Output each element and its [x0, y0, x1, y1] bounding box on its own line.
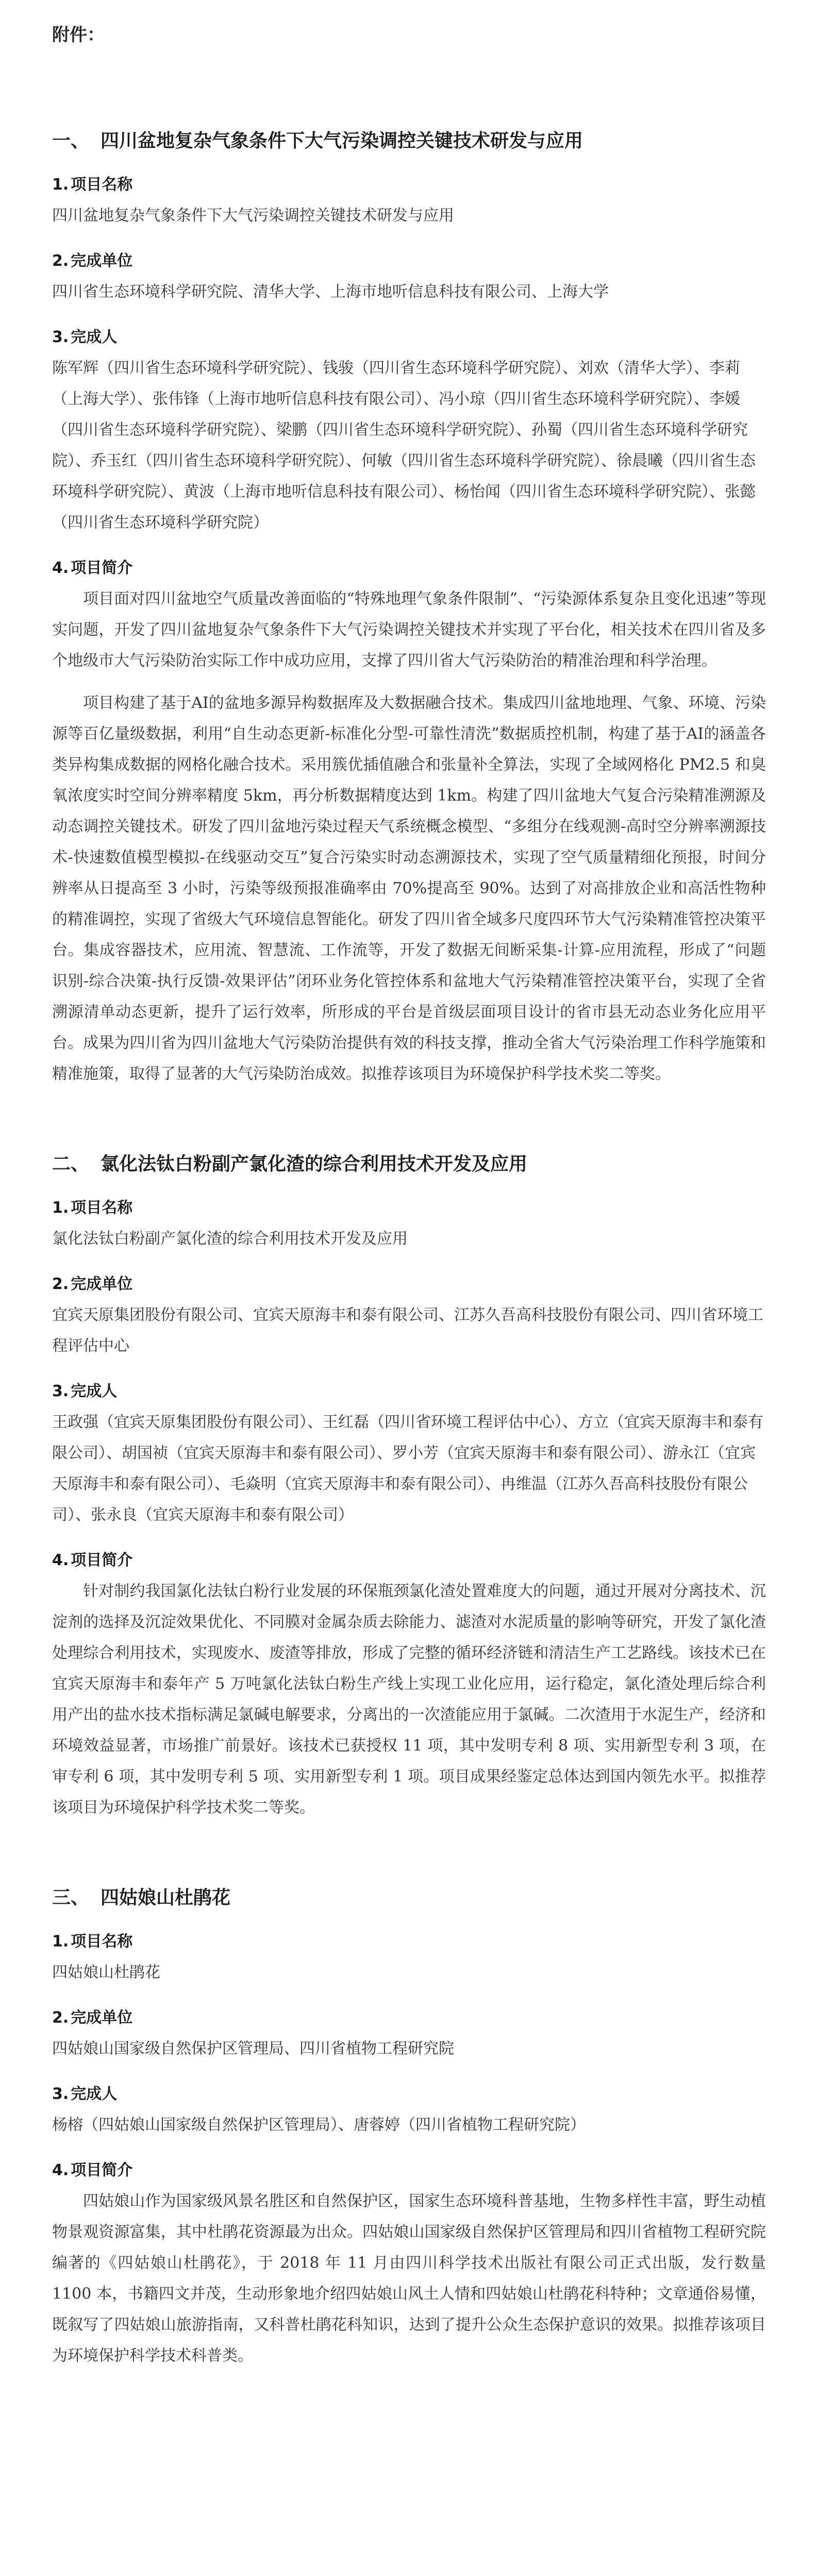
- field-value: 王政强（宜宾天原集团股份有限公司）、王红磊（四川省环境工程评估中心）、方立（宜宾天原海丰和泰有限公司）、胡国祯（宜宾天原海丰和泰有限公司）、罗小芳（宜宾天原海丰和泰有限公司）、游永江（宜宾天原海丰和泰有限公司）、毛焱明（宜宾天原海丰和泰有限公司）、冉维温（江苏久吾高科技股份有限公司）、张永良（宜宾天原海丰和泰有限公司）: [52, 1413, 763, 1524]
- intro-label: [52, 556, 766, 581]
- project-field: [52, 2006, 766, 2064]
- project-title: [52, 123, 766, 158]
- project-field: [52, 1196, 766, 1255]
- intro-label-number: 4.: [52, 1551, 69, 1569]
- field-label: [52, 1272, 766, 1297]
- intro-paragraph: 四姑娘山作为国家级风景名胜区和自然保护区，国家生态环境科普基地，生物多样性丰富，野生动植物景观资源富集，其中杜鹃花资源最为出众。四姑娘山国家级自然保护区管理局和四川省植物工程研究院编著的《四姑娘山杜鹃花》，于 2018 年 11 月由四川科学技术出版社有限公司正式出版，发行数量 1100 本，书籍四文并茂，生动形象地介绍四姑娘山风土人情和四姑娘山杜鹃花科特种；文章通俗易懂，既叙写了四姑娘山旅游指南，又科普杜鹃花科知识，达到了提升公众生态保护意识的效果。拟推荐该项目为环境保护科学技术科普类。: [52, 2192, 766, 2365]
- field-label: [52, 1196, 766, 1221]
- project-title-text: 四川盆地复杂气象条件下大气污染调控关键技术研发与应用: [101, 130, 583, 151]
- field-label: [52, 2006, 766, 2030]
- project-field: [52, 249, 766, 308]
- field-label-text: 项目名称: [71, 1199, 133, 1217]
- field-value: 四姑娘山杜鹃花: [52, 1963, 160, 1981]
- project-number: 三、: [52, 1887, 90, 1908]
- field-label-text: 完成人: [71, 328, 118, 346]
- document-page: [52, 0, 766, 2469]
- project-number: 一、: [52, 130, 90, 151]
- intro-label: [52, 1548, 766, 1573]
- field-label-number: 2.: [52, 252, 69, 270]
- project-field: [52, 2082, 766, 2141]
- field-label-text: 项目名称: [71, 176, 133, 194]
- project-number: 二、: [52, 1153, 90, 1175]
- project-list: [52, 123, 766, 2371]
- project-field: [52, 1929, 766, 1988]
- project-field: [52, 173, 766, 231]
- field-label: [52, 1379, 766, 1404]
- attachment-heading: 附件：: [52, 25, 105, 45]
- field-label-number: 1.: [52, 1199, 69, 1217]
- intro-label: [52, 2158, 766, 2183]
- field-value: 宜宾天原集团股份有限公司、宜宾天原海丰和泰有限公司、江苏久吾高科技股份有限公司、四川省环境工程评估中心: [52, 1306, 763, 1355]
- intro-paragraph: 项目构建了基于AI的盆地多源异构数据库及大数据融合技术。集成四川盆地地理、气象、环境、污染源等百亿量级数据，利用“自生动态更新-标准化分型-可靠性清洗”数据质控机制，构建了基于AI的涵盖各类异构集成数据的网格化融合技术。采用簇优插值融合和张量补全算法，实现了全域网格化 PM2.5 和臭氧浓度实时空间分辨率精度 5km，再分析数据精度达到 1km。构建了四川盆地大气复合污染精准溯源及动态调控关键技术。研发了四川盆地污染过程天气系统概念模型、“多组分在线观测-高时空分辨率溯源技术-快速数值模型模拟-在线驱动交互”复合污染实时动态溯源技术，实现了空气质量精细化预报，时间分辨率从日提高至 3 小时，污染等级预报准确率由 70%提高至 90%。达到了对高排放企业和高活性物种的精准调控，实现了省级大气环境信息智能化。研发了四川省全域多尺度四环节大气污染精准管控决策平台。集成容器技术，应用流、智慧流、工作流等，开发了数据无间断采集-计算-应用流程，形成了“问题识别-综合决策-执行反馈-效果评估”闭环业务化管控体系和盆地大气污染精准管控决策平台，实现了全省溯源清单动态更新，提升了运行效率，所形成的平台是首级层面项目设计的省市县无动态业务化应用平台。成果为四川省为四川盆地大气污染防治提供有效的科技支撑，推动全省大气污染治理工作科学施策和精准施策，取得了显著的大气污染防治成效。拟推荐该项目为环境保护科学技术奖二等奖。: [52, 694, 766, 1083]
- project-field: [52, 325, 766, 538]
- field-label-number: 1.: [52, 176, 69, 194]
- project-field: [52, 1272, 766, 1362]
- intro-label-text: 项目简介: [71, 2161, 133, 2179]
- project-field: [52, 1379, 766, 1531]
- field-value: 四姑娘山国家级自然保护区管理局、四川省植物工程研究院: [52, 2040, 454, 2058]
- intro-label-number: 4.: [52, 2161, 69, 2179]
- intro-paragraph: 项目面对四川盆地空气质量改善面临的“特殊地理气象条件限制”、“污染源体系复杂且变化迅速”等现实问题，开发了四川盆地复杂气象条件下大气污染调控关键技术并实现了平台化，相关技术在四川省及多个地级市大气污染防治实际工作中成功应用，支撑了四川省大气污染防治的精准治理和科学治理。: [52, 590, 766, 670]
- field-label: [52, 173, 766, 197]
- field-label-text: 项目名称: [71, 1933, 133, 1951]
- field-label-number: 3.: [52, 2085, 69, 2103]
- field-label-number: 3.: [52, 328, 69, 346]
- intro-label-text: 项目简介: [71, 1551, 133, 1569]
- field-label-number: 2.: [52, 2009, 69, 2027]
- intro-paragraph: 针对制约我国氯化法钛白粉行业发展的环保瓶颈氯化渣处置难度大的问题，通过开展对分离技术、沉淀剂的选择及沉淀效果优化、不同膜对金属杂质去除能力、滤渣对水泥质量的影响等研究，开发了氯化渣处理综合利用技术，实现废水、废渣等排放，形成了完整的循环经济链和清洁生产工艺路线。该技术已在宜宾天原海丰和泰年产 5 万吨氯化法钛白粉生产线上实现工业化应用，运行稳定，氯化渣处理后综合利用产出的盐水技术指标满足氯碱电解要求，分离出的一次渣能应用于氯碱。二次渣用于水泥生产，经济和环境效益显著，市场推广前景好。该技术已获授权 11 项，其中发明专利 8 项、实用新型专利 3 项，在审专利 6 项，其中发明专利 5 项、实用新型专利 1 项。项目成果经鉴定总体达到国内领先水平。拟推荐该项目为环境保护科学技术奖二等奖。: [52, 1582, 766, 1817]
- field-label-text: 完成单位: [71, 1275, 133, 1293]
- project-title-text: 氯化法钛白粉副产氯化渣的综合利用技术开发及应用: [101, 1153, 528, 1175]
- field-value: 杨榕（四姑娘山国家级自然保护区管理局）、唐蓉婷（四川省植物工程研究院）: [52, 2116, 586, 2134]
- project-title-text: 四姑娘山杜鹃花: [101, 1887, 231, 1908]
- field-value: 四川省生态环境科学研究院、清华大学、上海市地听信息科技有限公司、上海大学: [52, 283, 609, 301]
- field-label-text: 完成人: [71, 2085, 118, 2103]
- intro-label-number: 4.: [52, 559, 69, 577]
- project-section: [52, 1146, 766, 1823]
- field-label: [52, 249, 766, 274]
- field-label: [52, 325, 766, 350]
- field-value: 氯化法钛白粉副产氯化渣的综合利用技术开发及应用: [52, 1230, 408, 1248]
- project-title: [52, 1880, 766, 1915]
- intro-label-text: 项目简介: [71, 559, 133, 577]
- field-label-text: 完成单位: [71, 2009, 133, 2027]
- field-label-text: 完成人: [71, 1382, 118, 1400]
- field-value: 四川盆地复杂气象条件下大气污染调控关键技术研发与应用: [52, 207, 454, 225]
- field-label-number: 3.: [52, 1382, 69, 1400]
- field-label-number: 1.: [52, 1933, 69, 1951]
- project-title: [52, 1146, 766, 1181]
- field-label-number: 2.: [52, 1275, 69, 1293]
- project-section: [52, 123, 766, 1090]
- field-label-text: 完成单位: [71, 252, 133, 270]
- project-section: [52, 1880, 766, 2371]
- field-label: [52, 2082, 766, 2107]
- field-value: 陈军辉（四川省生态环境科学研究院）、钱骏（四川省生态环境科学研究院）、刘欢（清华大学）、李莉（上海大学）、张伟锋（上海市地听信息科技有限公司）、冯小琼（四川省生态环境科学研究院）、李媛（四川省生态环境科学研究院）、梁鹏（四川省生态环境科学研究院）、孙蜀（四川省生态环境科学研究院）、乔玉红（四川省生态环境科学研究院）、何敏（四川省生态环境科学研究院）、徐晨曦（四川省生态环境科学研究院）、黄波（上海市地听信息科技有限公司）、杨怡闻（四川省生态环境科学研究院）、张懿（四川省生态环境科学研究院）: [52, 359, 756, 532]
- field-label: [52, 1929, 766, 1954]
